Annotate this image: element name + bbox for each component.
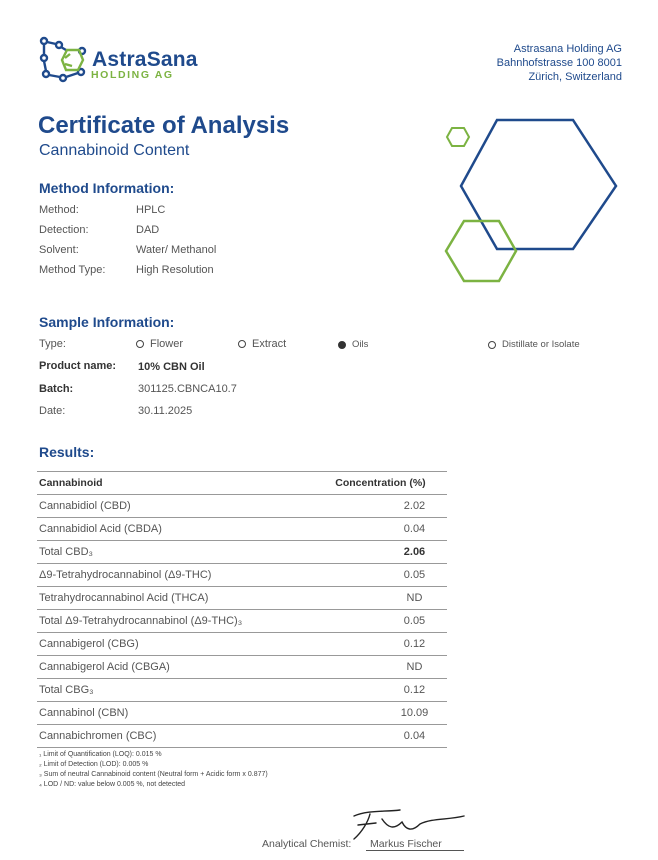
- cannabinoid-name: Tetrahydrocannabinol Acid (THCA): [37, 587, 314, 610]
- method-label: Method:: [39, 204, 79, 216]
- concentration-value: 0.04: [314, 518, 447, 541]
- table-row: [37, 495, 447, 518]
- detection-label: Detection:: [39, 224, 89, 236]
- cannabinoid-name: Cannabidiol (CBD): [37, 495, 314, 518]
- radio-filled-icon: [338, 341, 346, 349]
- concentration-value: 0.05: [314, 610, 447, 633]
- cannabinoid-name: Total CBD₃: [37, 541, 314, 564]
- concentration-value: 2.02: [314, 495, 447, 518]
- results-heading: Results:: [39, 444, 95, 460]
- table-row: [37, 656, 447, 679]
- cannabinoid-name: Cannabigerol Acid (CBGA): [37, 656, 314, 679]
- type-option-flower[interactable]: [136, 338, 183, 350]
- sample-heading: Sample Information:: [39, 314, 175, 330]
- column-header-concentration: Concentration (%): [314, 472, 447, 495]
- batch-label: Batch:: [39, 383, 74, 395]
- cannabinoid-name: Total Δ9-Tetrahydrocannabinol (Δ9-THC)₃: [37, 610, 314, 633]
- table-row: [37, 633, 447, 656]
- concentration-value: ND: [314, 656, 447, 679]
- batch-value: 301125.CBNCA10.7: [138, 383, 237, 395]
- radio-empty-icon: [238, 340, 246, 348]
- company-address: [497, 42, 622, 84]
- concentration-value: 10.09: [314, 702, 447, 725]
- footnote-sum: ₃ Sum of neutral Cannabinoid content (Neutral form + Acidic form x 0.877): [39, 771, 268, 778]
- hexagon-decoration-icon: [440, 118, 630, 288]
- type-option-label: Flower: [150, 338, 184, 350]
- solvent-value: Water/ Methanol: [136, 244, 217, 256]
- type-option-extract[interactable]: [238, 338, 286, 350]
- signature-label: Analytical Chemist:: [262, 838, 352, 850]
- radio-empty-icon: [136, 340, 144, 348]
- table-row: [37, 702, 447, 725]
- radio-empty-icon: [488, 341, 496, 349]
- method-heading: Method Information:: [39, 180, 175, 196]
- method-value: HPLC: [136, 204, 166, 216]
- date-label: Date:: [39, 405, 66, 417]
- table-row: [37, 679, 447, 702]
- footnote-loq: ₁ Limit of Quantification (LOQ): 0.015 %: [39, 751, 162, 758]
- table-header-row: [37, 472, 447, 495]
- page-subtitle: Cannabinoid Content: [39, 142, 190, 159]
- table-row: [37, 587, 447, 610]
- company-city: Zürich, Switzerland: [528, 71, 622, 83]
- brand-subtitle: HOLDING AG: [91, 69, 174, 81]
- company-name: Astrasana Holding AG: [513, 43, 622, 55]
- type-option-oils[interactable]: [338, 339, 368, 350]
- type-option-label: Oils: [352, 339, 369, 350]
- results-table: [37, 471, 447, 748]
- concentration-value: 0.12: [314, 633, 447, 656]
- cannabinoid-name: Total CBG₃: [37, 679, 314, 702]
- concentration-value: ND: [314, 587, 447, 610]
- table-row: [37, 541, 447, 564]
- signature-scribble-icon: [348, 806, 468, 842]
- footnote-nd: ₄ LOD / ND: value below 0.005 %, not detected: [39, 781, 186, 788]
- table-row: [37, 564, 447, 587]
- solvent-label: Solvent:: [39, 244, 79, 256]
- method-type-value: High Resolution: [136, 264, 214, 276]
- cannabinoid-name: Cannabinol (CBN): [37, 702, 314, 725]
- brand-name: AstraSana: [92, 48, 198, 71]
- table-row: [37, 725, 447, 748]
- cannabinoid-name: Δ9-Tetrahydrocannabinol (Δ9-THC): [37, 564, 314, 587]
- type-option-label: Distillate or Isolate: [502, 339, 580, 350]
- concentration-value: 0.04: [314, 725, 447, 748]
- method-type-label: Method Type:: [39, 264, 106, 276]
- cannabinoid-name: Cannabichromen (CBC): [37, 725, 314, 748]
- signature-name: Markus Fischer: [370, 838, 442, 850]
- product-name-value: 10% CBN Oil: [138, 361, 205, 373]
- table-row: [37, 518, 447, 541]
- cannabinoid-name: Cannabidiol Acid (CBDA): [37, 518, 314, 541]
- company-street: Bahnhofstrasse 100 8001: [496, 57, 622, 69]
- detection-value: DAD: [136, 224, 160, 236]
- concentration-value: 2.06: [314, 541, 447, 564]
- concentration-value: 0.05: [314, 564, 447, 587]
- page-title: Certificate of Analysis: [38, 112, 290, 139]
- type-option-label: Extract: [252, 338, 287, 350]
- product-name-label: Product name:: [39, 360, 117, 372]
- type-option-distillate[interactable]: [488, 339, 580, 350]
- signature-line: [366, 850, 464, 851]
- cannabinoid-name: Cannabigerol (CBG): [37, 633, 314, 656]
- column-header-cannabinoid: Cannabinoid: [37, 472, 314, 495]
- footnote-lod: ₂ Limit of Detection (LOD): 0.005 %: [39, 761, 149, 768]
- concentration-value: 0.12: [314, 679, 447, 702]
- date-value: 30.11.2025: [138, 405, 193, 417]
- table-row: [37, 610, 447, 633]
- type-label: Type:: [39, 338, 66, 350]
